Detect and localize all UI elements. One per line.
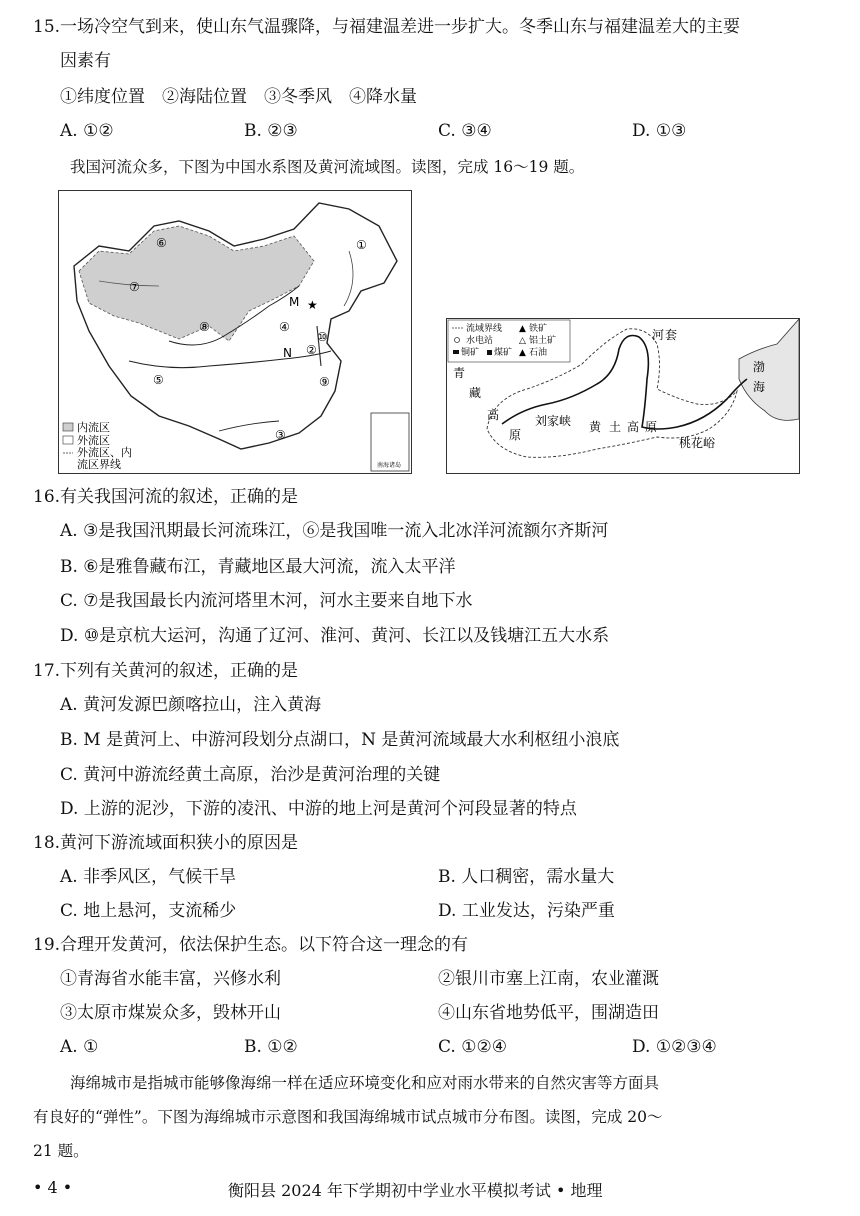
map2-legend-boundary: 流域界线 (466, 324, 503, 334)
q19-option-c: C. ①②④ (438, 1037, 507, 1057)
map2-place-gao2: 高 (627, 420, 640, 434)
map1-label-m: M (289, 295, 300, 309)
exam-title: 衡阳县 2024 年下学期初中学业水平模拟考试 • 地理 (228, 1181, 603, 1200)
map1-label-9: ⑨ (319, 375, 330, 389)
q17-option-c: C. 黄河中游流经黄土高原，治沙是黄河治理的关键 (60, 765, 441, 785)
q15-option-b: B. ②③ (244, 121, 298, 141)
q19-item-3: ③太原市煤炭众多，毁林开山 (60, 1003, 281, 1023)
intro-sponge-line3: 21 题。 (33, 1142, 89, 1160)
q17-option-b: B. M 是黄河上、中游河段划分点湖口，N 是黄河流域最大水利枢纽小浪底 (60, 730, 620, 750)
q16-option-d: D. ⑩是京杭大运河，沟通了辽河、淮河、黄河、长江以及钱塘江五大水系 (60, 626, 610, 646)
map2-place-hai: 海 (753, 380, 766, 394)
intro-rivers: 我国河流众多，下图为中国水系图及黄河流域图。读图，完成 16～19 题。 (70, 158, 585, 176)
map1-label-n: N (283, 346, 292, 360)
q19-item-4: ④山东省地势低平，围湖造田 (438, 1003, 659, 1023)
iron-ore-icon: ▲ (519, 324, 526, 334)
q17-option-d: D. 上游的泥沙，下游的凌汛、中游的地上河是黄河个河段显著的特点 (60, 799, 577, 819)
bauxite-icon: △ (519, 336, 526, 346)
q15-option-d: D. ①③ (632, 121, 687, 141)
map1-legend-exterior: 外流区 (77, 434, 110, 447)
q18-option-c: C. 地上悬河，支流稀少 (60, 901, 237, 921)
q16-option-c: C. ⑦是我国最长内流河塔里木河，河水主要来自地下水 (60, 591, 473, 611)
q17-stem: 17.下列有关黄河的叙述，正确的是 (33, 661, 299, 681)
q19-option-b: B. ①② (244, 1037, 298, 1057)
map2-place-taohuayu: 桃花峪 (679, 436, 716, 450)
map2-legend-oil: 石油 (529, 348, 548, 358)
q18-option-d: D. 工业发达，污染严重 (438, 901, 615, 921)
map2-legend-copper: 铜矿 (461, 348, 480, 358)
map1-legend-interior: 内流区 (77, 421, 110, 434)
q15-option-c: C. ③④ (438, 121, 492, 141)
map2-place-tao: 套 (665, 328, 678, 342)
map1-label-7: ⑦ (129, 280, 140, 294)
q19-stem: 19.合理开发黄河，依法保护生态。以下符合这一理念的有 (33, 935, 469, 955)
map2-place-bo: 渤 (753, 360, 766, 374)
q19-option-d: D. ①②③④ (632, 1037, 717, 1057)
map1-inset-label: 南海诸岛 (377, 462, 402, 469)
q18-stem: 18.黄河下游流域面积狭小的原因是 (33, 833, 299, 853)
map2-place-tu: 土 (609, 420, 622, 434)
map2-legend-coal: 煤矿 (494, 348, 513, 358)
china-river-map-drawing (59, 191, 411, 473)
q16-option-a: A. ③是我国汛期最长河流珠江，⑥是我国唯一流入北冰洋河流额尔齐斯河 (60, 521, 609, 541)
map1-label-3: ③ (275, 428, 286, 442)
q18-option-a: A. 非季风区，气候干旱 (60, 867, 237, 887)
q15-stem-line1: 15.一场冷空气到来，使山东气温骤降，与福建温差进一步扩大。冬季山东与福建温差大的主要 (33, 17, 741, 37)
map1-label-8: ⑧ (199, 320, 210, 334)
oil-icon: ▲ (519, 348, 526, 358)
map2-place-yuan2: 原 (645, 420, 658, 434)
map2-place-yuan1: 原 (509, 428, 522, 442)
map2-place-gao1: 高 (487, 408, 500, 422)
map1-label-5: ⑤ (153, 373, 164, 387)
map2-place-he: 河 (652, 328, 665, 342)
q15-stem-line2: 因素有 (60, 51, 111, 71)
china-river-map (58, 190, 412, 474)
map2-place-zang: 藏 (469, 386, 482, 400)
map2-place-qing: 青 (453, 366, 466, 380)
q19-item-2: ②银川市塞上江南，农业灌溉 (438, 969, 659, 989)
map1-label-6: ⑥ (156, 236, 167, 250)
q15-option-a: A. ①② (60, 121, 114, 141)
map1-legend-boundary-1: 外流区、内 (77, 446, 132, 459)
q17-option-a: A. 黄河发源巴颜喀拉山，注入黄海 (60, 695, 322, 715)
map1-label-2: ② (306, 343, 317, 357)
map2-place-liujiaxia: 刘家峡 (535, 414, 572, 428)
map1-label-10: ⑩ (317, 330, 328, 344)
q19-item-1: ①青海省水能丰富，兴修水利 (60, 969, 281, 989)
yellow-river-map-drawing (447, 319, 799, 473)
map1-label-1: ① (356, 238, 367, 252)
capital-star-icon: ★ (307, 298, 318, 312)
map2-place-huang: 黄 (589, 420, 602, 434)
q16-stem: 16.有关我国河流的叙述，正确的是 (33, 487, 299, 507)
map2-legend-bauxite: 铝土矿 (529, 336, 557, 346)
q18-option-b: B. 人口稠密，需水量大 (438, 867, 615, 887)
yellow-river-map (446, 318, 800, 474)
q16-option-b: B. ⑥是雅鲁藏布江，青藏地区最大河流，流入太平洋 (60, 557, 456, 577)
map2-legend-iron: 铁矿 (529, 324, 548, 334)
intro-sponge-line1: 海绵城市是指城市能够像海绵一样在适应环境变化和应对雨水带来的自然灾害等方面具 (70, 1074, 660, 1092)
map2-legend-hydro: 水电站 (466, 336, 494, 346)
page-number: • 4 • (33, 1178, 73, 1197)
intro-sponge-line2: 有良好的“弹性”。下图为海绵城市示意图和我国海绵城市试点城市分布图。读图，完成 20～ (33, 1108, 663, 1126)
q19-option-a: A. ① (60, 1037, 99, 1057)
map1-label-4: ④ (279, 320, 290, 334)
q15-factors: ①纬度位置 ②海陆位置 ③冬季风 ④降水量 (60, 87, 417, 107)
map1-legend-boundary-2: 流区界线 (77, 458, 121, 471)
